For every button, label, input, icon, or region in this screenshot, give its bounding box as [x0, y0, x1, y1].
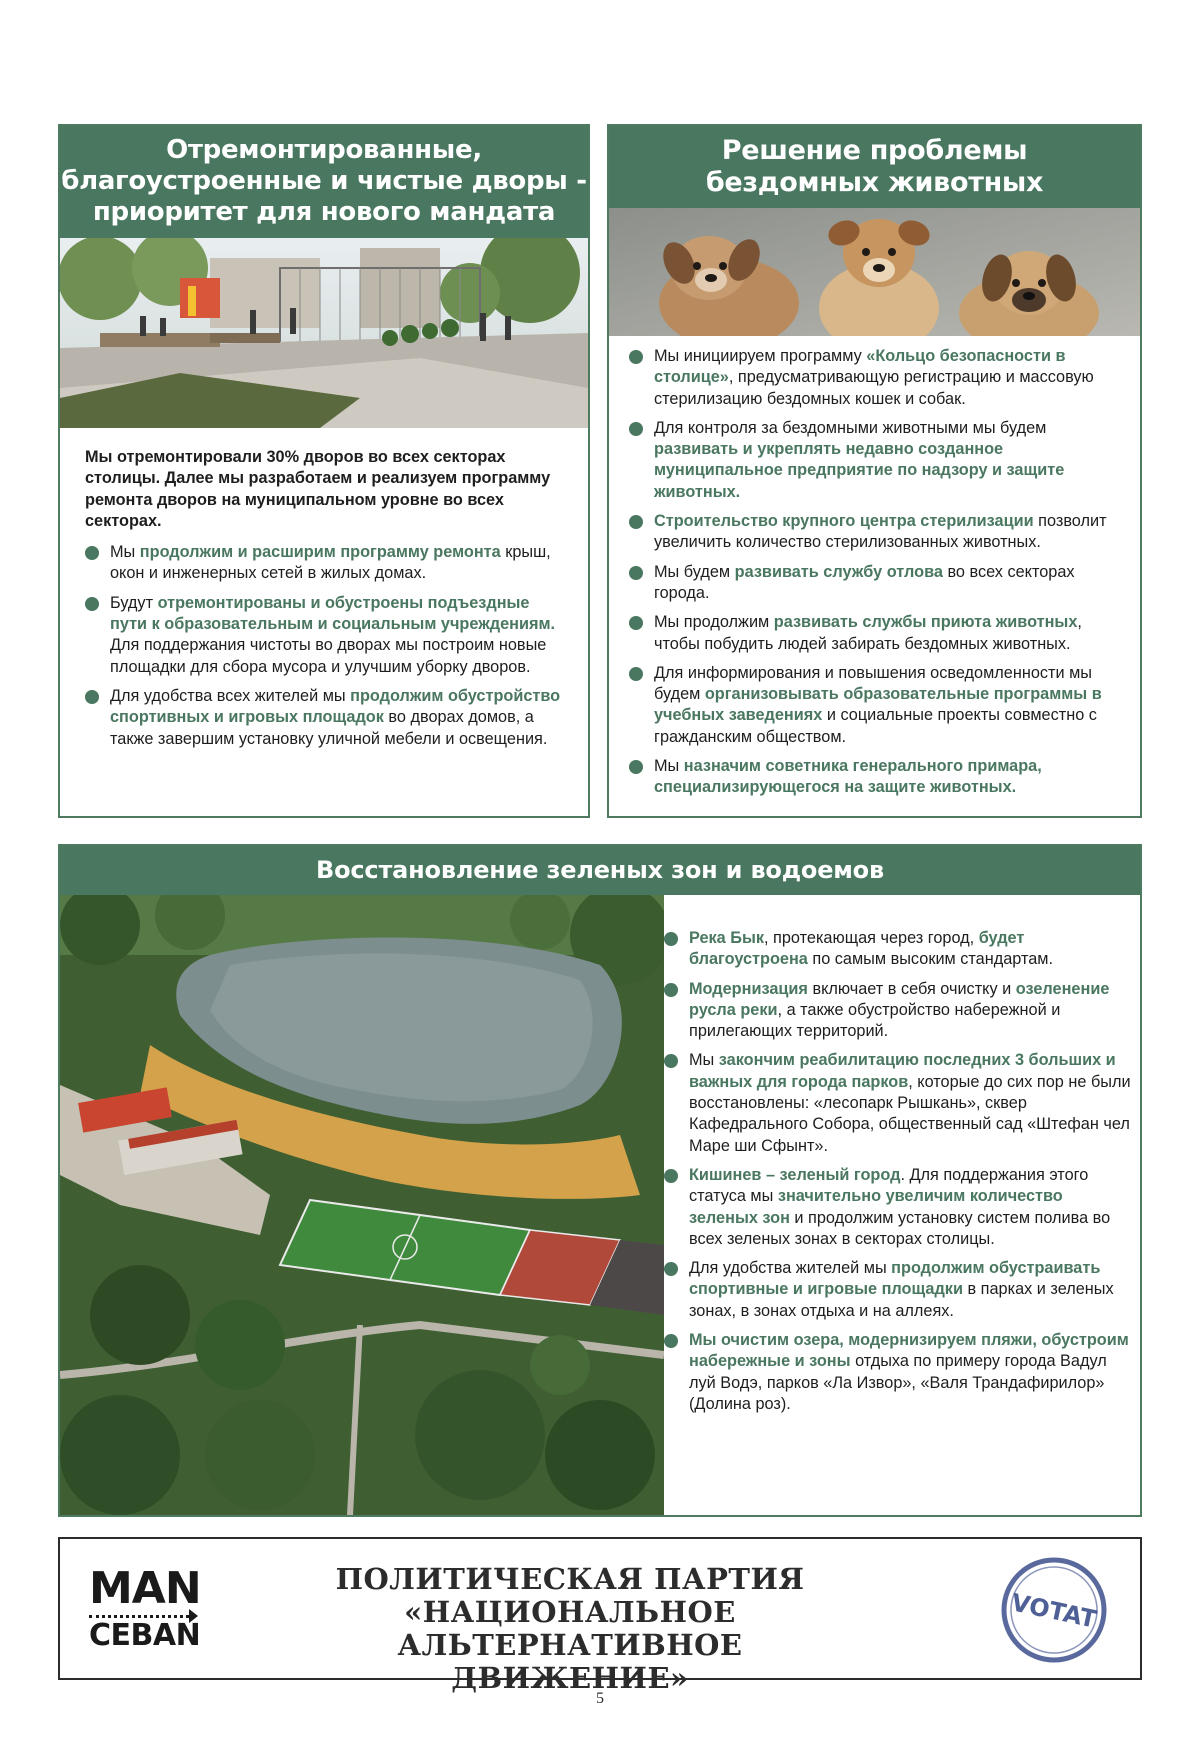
courtyards-section [58, 124, 590, 818]
list-item: Мы очистим озера, модернизируем пляжи, обустроим набережные и зоны отдыха по примеру города Вадул луй Водэ, парков «Ла Извор», «Валя Трандафирилор» (Долина роз). [664, 1330, 1134, 1415]
puppies-illustration [609, 208, 1140, 336]
stray-animals-body [609, 336, 1140, 799]
list-item: Река Бык, протекающая через город, будет благоустроена по самым высоким стандартам. [664, 928, 1134, 971]
list-item: Для удобства всех жителей мы продолжим обустройство спортивных и игровых площадок во дворах домов, а также завершим установку уличной мебели и освещения. [85, 686, 566, 750]
courtyards-title: Отремонтированные, благоустроенные и чистые дворы - приоритет для нового мандата [60, 126, 588, 238]
bullet-dot-icon [664, 1169, 678, 1183]
lake-park-aerial-photo [60, 895, 664, 1515]
list-item: Мы продолжим и расширим программу ремонта крыш, окон и инженерных сетей в жилых домах. [85, 542, 566, 585]
list-item: Строительство крупного центра стерилизации позволит увеличить количество стерилизованных животных. [629, 511, 1120, 554]
list-item: Мы будем развивать службу отлова во всех секторах города. [629, 562, 1120, 605]
list-item: Для контроля за бездомными животными мы будем развивать и укреплять недавно созданное муниципальное предприятие по надзору и защите животных. [629, 418, 1120, 503]
bullet-dot-icon [629, 760, 643, 774]
vote-stamp-icon [997, 1553, 1111, 1667]
stray-animals-section [607, 124, 1142, 818]
stray-animals-title: Решение проблемы бездомных животных [609, 126, 1140, 208]
logo-man-text: MAN [89, 1563, 201, 1614]
bullet-dot-icon [664, 932, 678, 946]
bullet-dot-icon [629, 350, 643, 364]
list-item: Для информирования и повышения осведомленности мы будем организовывать образовательные программы в учебных заведениях и социальные проекты совместно с гражданским обществом. [629, 663, 1120, 748]
bullet-dot-icon [629, 616, 643, 630]
list-item: Мы назначим советника генерального примара, специализирующегося на защите животных. [629, 756, 1120, 799]
list-item: Будут отремонтированы и обустроены подъездные пути к образовательным и социальным учреждениям. Для поддержания чистоты во дворах мы построим новые площадки для сбора мусора и улучшим уборку дворов. [85, 593, 566, 678]
bullet-dot-icon [85, 546, 99, 560]
bullet-dot-icon [85, 597, 99, 611]
bullet-dot-icon [629, 515, 643, 529]
list-item: Для удобства жителей мы продолжим обустраивать спортивные и игровые площадки в парках и зеленых зонах, в зонах отдыха и на аллеях. [664, 1258, 1134, 1322]
green-zones-body [664, 928, 1134, 1423]
lake-park-illustration [60, 895, 664, 1515]
bullet-dot-icon [629, 422, 643, 436]
green-zones-title: Восстановление зеленых зон и водоемов [60, 846, 1140, 895]
bullet-dot-icon [664, 1054, 678, 1068]
green-zones-section [58, 844, 1142, 1517]
green-zones-list [664, 928, 1134, 1415]
party-footer [58, 1537, 1142, 1695]
page-number: 5 [596, 1690, 604, 1707]
list-item: Мы закончим реабилитацию последних 3 больших и важных для города парков, которые до сих пор не были восстановлены: «лесопарк Рышкань», сквер Кафедрального Собора, общественный сад «Штефан чел Маре ши Сфынт». [664, 1050, 1134, 1156]
logo-ceban-text: CEBAN [89, 1618, 201, 1653]
bullet-dot-icon [629, 566, 643, 580]
list-item: Мы инициируем программу «Кольцо безопасности в столице», предусматривающую регистрацию и массовую стерилизацию бездомных кошек и собак. [629, 346, 1120, 410]
courtyards-lead: Мы отремонтировали 30% дворов во всех секторах столицы. Далее мы разработаем и реализуем программу ремонта дворов на муниципальном уровне во всех секторах. [85, 448, 551, 530]
courtyards-list [85, 542, 566, 750]
bullet-dot-icon [664, 983, 678, 997]
stamp-text: VOTAT [1008, 1588, 1099, 1634]
courtyards-body [60, 428, 588, 750]
puppies-photo [609, 208, 1140, 336]
bullet-dot-icon [629, 667, 643, 681]
list-item: Мы продолжим развивать службы приюта животных, чтобы побудить людей забирать бездомных животных. [629, 612, 1120, 655]
bullet-dot-icon [664, 1262, 678, 1276]
party-name: ПОЛИТИЧЕСКАЯ ПАРТИЯ «НАЦИОНАЛЬНОЕ АЛЬТЕРНАТИВНОЕ ДВИЖЕНИЕ» [335, 1562, 805, 1695]
courtyard-illustration [60, 238, 588, 428]
list-item: Модернизация включает в себя очистку и озеленение русла реки, а также обустройство набережной и прилегающих территорий. [664, 979, 1134, 1043]
list-item: Кишинев – зеленый город. Для поддержания этого статуса мы значительно увеличим количество зеленых зон и продолжим установку систем полива во всех зеленых зонах в секторах столицы. [664, 1165, 1134, 1250]
man-ceban-logo [89, 1563, 209, 1653]
stray-animals-list [629, 346, 1120, 799]
courtyard-photo [60, 238, 588, 428]
bullet-dot-icon [664, 1334, 678, 1348]
bullet-dot-icon [85, 690, 99, 704]
